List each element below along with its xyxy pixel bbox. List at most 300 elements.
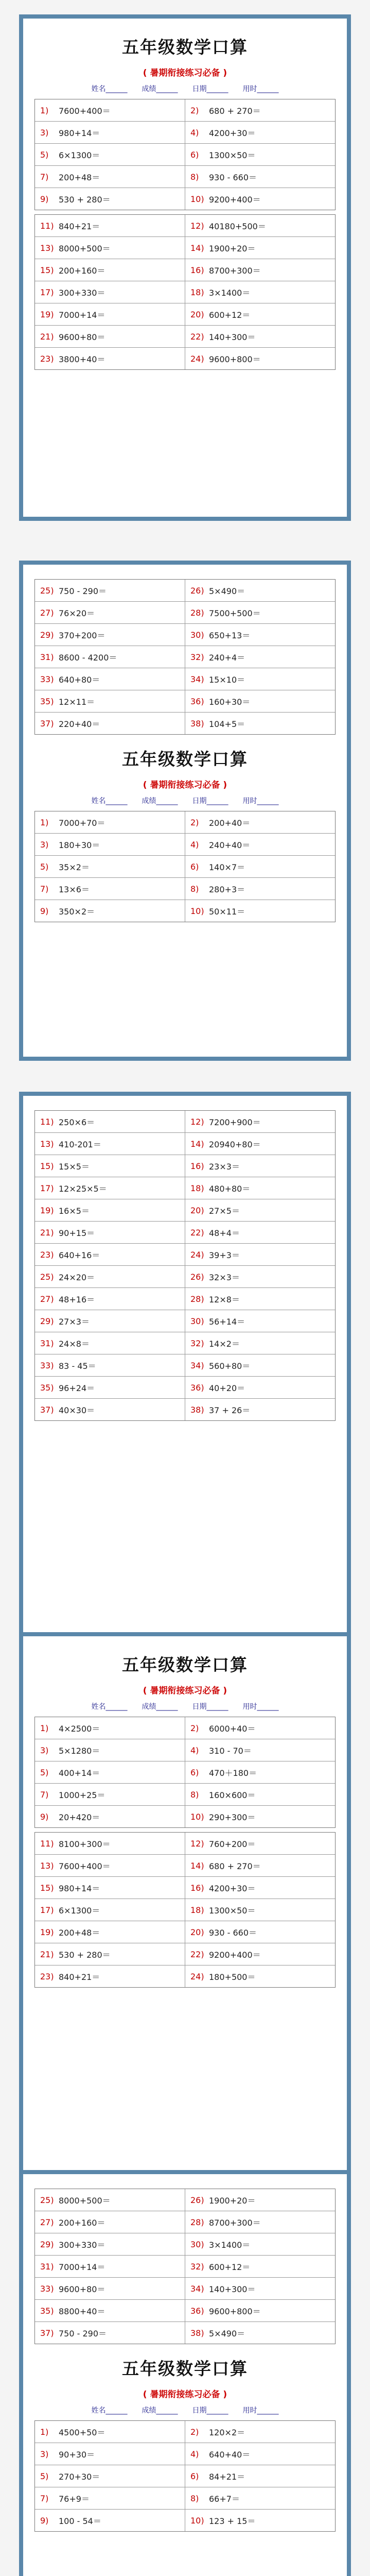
problem-cell: [35, 1177, 185, 1199]
problem-expression: 200+40＝: [209, 818, 251, 828]
problem-expression: 140×7＝: [209, 862, 245, 872]
info-field: 姓名______: [91, 2406, 128, 2415]
table-row: [35, 1921, 335, 1943]
problem-cell: [35, 1877, 185, 1899]
problem-number: 27): [40, 1294, 54, 1304]
problem-expression: 7000+70＝: [59, 818, 105, 828]
problem-expression: 9600+800＝: [209, 354, 261, 364]
problem-expression: 140+300＝: [209, 2284, 256, 2294]
problem-cell: [35, 237, 185, 259]
table-row: [35, 1377, 335, 1399]
problem-cell: [185, 1921, 335, 1943]
table-row: [35, 1111, 335, 1133]
problem-expression: 350×2＝: [59, 906, 95, 917]
problem-cell: [185, 215, 335, 236]
problem-number: 35): [40, 2306, 54, 2316]
problem-cell: [185, 2322, 335, 2344]
table-row: [35, 1739, 335, 1761]
problem-number: 26): [190, 2195, 204, 2205]
problem-expression: 220+40＝: [59, 719, 100, 729]
problem-expression: 400+14＝: [59, 1768, 100, 1778]
info-field: 日期______: [192, 85, 228, 93]
problem-expression: 37 + 26＝: [209, 1405, 251, 1415]
info-field: 用时______: [242, 1703, 279, 1711]
problem-cell: [35, 1111, 185, 1132]
problem-number: 3): [40, 127, 49, 138]
problem-expression: 56+14＝: [209, 1316, 245, 1327]
problem-cell: [35, 1199, 185, 1221]
problem-number: 2): [190, 1723, 199, 1733]
problem-expression: 7000+14＝: [59, 2262, 105, 2272]
problem-number: 1): [40, 817, 49, 827]
problem-cell: [185, 580, 335, 601]
problem-cell: [185, 1377, 335, 1398]
problem-expression: 200+160＝: [59, 2217, 105, 2228]
problem-number: 14): [190, 1139, 204, 1149]
problem-table: [34, 1717, 336, 1828]
problem-cell: [185, 166, 335, 188]
problem-expression: 980+14＝: [59, 1883, 100, 1893]
table-row: [35, 2465, 335, 2487]
table-row: [35, 856, 335, 878]
problem-cell: [185, 348, 335, 369]
table-row: [35, 2233, 335, 2256]
table-row: [35, 624, 335, 646]
problem-expression: 4×2500＝: [59, 1723, 100, 1734]
problem-cell: [35, 602, 185, 623]
problem-expression: 8700+300＝: [209, 2217, 261, 2228]
student-info-line: [23, 1701, 347, 1711]
problem-expression: 300+330＝: [59, 2240, 105, 2250]
problem-expression: 530 + 280＝: [59, 1950, 111, 1960]
problem-number: 23): [40, 1249, 54, 1260]
problem-expression: 76+9＝: [59, 2494, 90, 2504]
table-row: [35, 348, 335, 369]
problem-expression: 104+5＝: [209, 719, 245, 729]
problem-expression: 20940+80＝: [209, 1139, 261, 1149]
table-row: [35, 2443, 335, 2465]
problem-expression: 640+40＝: [209, 2449, 251, 2460]
problem-expression: 23×3＝: [209, 1161, 240, 1172]
problem-number: 12): [190, 221, 204, 231]
problem-number: 32): [190, 652, 204, 662]
problem-number: 30): [190, 630, 204, 640]
problem-number: 19): [40, 309, 54, 319]
worksheet-subtitle: ( 暑期衔接练习必备 ): [143, 780, 227, 790]
problem-number: 17): [40, 287, 54, 297]
problem-number: 36): [190, 1382, 204, 1393]
problem-expression: 40×30＝: [59, 1405, 95, 1415]
problem-cell: [35, 2278, 185, 2299]
problem-number: 35): [40, 696, 54, 706]
problem-cell: [185, 646, 335, 668]
problem-cell: [185, 1855, 335, 1876]
problem-number: 28): [190, 2217, 204, 2227]
problem-cell: [185, 878, 335, 900]
problem-number: 8): [190, 172, 199, 182]
problem-table: [34, 1110, 336, 1421]
problem-number: 28): [190, 1294, 204, 1304]
problem-cell: [35, 1855, 185, 1876]
problem-expression: 8100+300＝: [59, 1839, 111, 1849]
problem-cell: [185, 144, 335, 165]
problem-cell: [185, 2211, 335, 2233]
problem-expression: 5×490＝: [209, 586, 245, 596]
problem-number: 2): [190, 817, 199, 827]
problem-expression: 1900+20＝: [209, 2195, 256, 2206]
problem-cell: [185, 2421, 335, 2443]
problem-number: 8): [190, 2493, 199, 2503]
problem-expression: 480+80＝: [209, 1183, 251, 1194]
problem-number: 27): [40, 607, 54, 618]
info-field: 用时______: [242, 797, 279, 805]
problem-cell: [35, 1377, 185, 1398]
problem-expression: 280+3＝: [209, 884, 245, 894]
problem-cell: [35, 1921, 185, 1943]
problem-expression: 100 - 54＝: [59, 2516, 101, 2526]
problem-cell: [185, 2443, 335, 2465]
problem-number: 31): [40, 2261, 54, 2272]
problem-number: 23): [40, 1971, 54, 1981]
problem-cell: [35, 646, 185, 668]
problem-number: 18): [190, 1905, 204, 1915]
problem-expression: 410-201＝: [59, 1139, 101, 1149]
problem-number: 23): [40, 353, 54, 364]
problem-cell: [35, 2465, 185, 2487]
problem-cell: [35, 188, 185, 210]
table-row: [35, 188, 335, 210]
problem-number: 2): [190, 2427, 199, 2437]
info-field: 日期______: [192, 797, 228, 805]
table-row: [35, 281, 335, 303]
table-row: [35, 900, 335, 922]
problem-cell: [185, 2465, 335, 2487]
problem-cell: [35, 811, 185, 833]
problem-number: 22): [190, 1227, 204, 1238]
problem-cell: [185, 668, 335, 690]
info-field: 姓名______: [91, 797, 128, 805]
problem-number: 14): [190, 243, 204, 253]
problem-cell: [185, 1266, 335, 1287]
problem-number: 26): [190, 1272, 204, 1282]
problem-cell: [35, 1288, 185, 1310]
problem-cell: [185, 2189, 335, 2211]
table-row: [35, 2300, 335, 2322]
problem-number: 8): [190, 884, 199, 894]
problem-cell: [185, 1155, 335, 1177]
problem-expression: 84+21＝: [209, 2471, 245, 2482]
problem-cell: [35, 2256, 185, 2277]
table-row: [35, 2487, 335, 2510]
worksheet-page: [19, 1632, 351, 2231]
problem-number: 29): [40, 1316, 54, 1326]
problem-number: 6): [190, 2471, 199, 2481]
info-field: 成绩______: [142, 1703, 178, 1711]
table-row: [35, 99, 335, 122]
problem-expression: 5×1280＝: [59, 1745, 100, 1756]
problem-number: 22): [190, 1949, 204, 1959]
student-info-line: [23, 2405, 347, 2415]
problem-cell: [35, 1222, 185, 1243]
problem-cell: [35, 99, 185, 121]
problem-table: [34, 99, 336, 210]
problem-expression: 6000+40＝: [209, 1723, 256, 1734]
problem-table: [34, 214, 336, 370]
table-row: [35, 1354, 335, 1377]
problem-number: 25): [40, 2195, 54, 2205]
problem-number: 6): [190, 861, 199, 872]
problem-expression: 240+40＝: [209, 840, 251, 850]
problem-cell: [185, 856, 335, 877]
problem-number: 13): [40, 1139, 54, 1149]
info-field: 日期______: [192, 2406, 228, 2415]
problem-cell: [185, 2300, 335, 2321]
problem-expression: 600+12＝: [209, 2262, 251, 2272]
table-row: [35, 811, 335, 834]
worksheet-title: 五年级数学口算: [122, 749, 248, 769]
problem-cell: [185, 1399, 335, 1420]
table-row: [35, 2189, 335, 2211]
problem-expression: 4500+50＝: [59, 2427, 105, 2437]
info-field: 成绩______: [142, 2406, 178, 2415]
problem-expression: 9600+80＝: [59, 332, 105, 342]
problem-number: 28): [190, 607, 204, 618]
problem-number: 36): [190, 2306, 204, 2316]
worksheet-title: 五年级数学口算: [122, 1655, 248, 1675]
problem-table: [34, 2420, 336, 2532]
table-row: [35, 1877, 335, 1899]
problem-number: 15): [40, 265, 54, 275]
problem-expression: 35×2＝: [59, 862, 90, 872]
problem-cell: [35, 2487, 185, 2509]
problem-cell: [185, 1111, 335, 1132]
problem-number: 19): [40, 1927, 54, 1937]
table-row: [35, 1244, 335, 1266]
problem-number: 1): [40, 2427, 49, 2437]
problem-cell: [35, 1266, 185, 1287]
problem-number: 20): [190, 1205, 204, 1215]
problem-number: 8): [190, 1789, 199, 1800]
problem-number: 10): [190, 1811, 204, 1822]
table-row: [35, 259, 335, 281]
problem-number: 9): [40, 1811, 49, 1822]
problem-cell: [35, 215, 185, 236]
problem-expression: 750 - 290＝: [59, 586, 107, 596]
problem-expression: 1000+25＝: [59, 1790, 105, 1800]
problem-number: 31): [40, 1338, 54, 1348]
problem-cell: [185, 1833, 335, 1854]
problem-cell: [185, 1943, 335, 1965]
problem-cell: [35, 1784, 185, 1805]
problem-cell: [185, 1784, 335, 1805]
problem-expression: 8800+40＝: [59, 2306, 105, 2316]
problem-cell: [35, 1899, 185, 1921]
problem-cell: [185, 122, 335, 143]
problem-table: [34, 2189, 336, 2344]
problem-number: 7): [40, 1789, 49, 1800]
problem-number: 1): [40, 1723, 49, 1733]
table-row: [35, 1717, 335, 1739]
problem-cell: [185, 713, 335, 734]
problem-expression: 12×11＝: [59, 697, 95, 707]
table-row: [35, 1199, 335, 1222]
problem-number: 15): [40, 1883, 54, 1893]
problem-expression: 9600+800＝: [209, 2306, 261, 2316]
info-field: 用时______: [242, 85, 279, 93]
problem-number: 16): [190, 1161, 204, 1171]
problem-cell: [35, 122, 185, 143]
worksheet-page: [19, 1092, 351, 1685]
problem-number: 11): [40, 1838, 54, 1849]
problem-expression: 123 + 15＝: [209, 2516, 256, 2526]
problem-expression: 930 - 660＝: [209, 172, 257, 182]
table-row: [35, 166, 335, 188]
problem-number: 18): [190, 287, 204, 297]
problem-number: 4): [190, 1745, 199, 1755]
problem-number: 15): [40, 1161, 54, 1171]
table-row: [35, 1761, 335, 1784]
problem-number: 6): [190, 1767, 199, 1777]
problem-expression: 140+300＝: [209, 332, 256, 342]
problem-expression: 16×5＝: [59, 1206, 90, 1216]
problem-cell: [185, 811, 335, 833]
problem-cell: [185, 1288, 335, 1310]
table-row: [35, 2322, 335, 2344]
problem-number: 5): [40, 149, 49, 160]
problem-cell: [185, 99, 335, 121]
problem-number: 7): [40, 2493, 49, 2503]
problem-number: 38): [190, 718, 204, 728]
problem-expression: 270+30＝: [59, 2471, 100, 2482]
problem-cell: [35, 2322, 185, 2344]
table-row: [35, 834, 335, 856]
problem-number: 35): [40, 1382, 54, 1393]
problem-expression: 680 + 270＝: [209, 106, 261, 116]
table-row: [35, 668, 335, 690]
problem-cell: [35, 713, 185, 734]
table-row: [35, 1943, 335, 1965]
problem-expression: 8600 - 4200＝: [59, 652, 117, 663]
problem-cell: [185, 1177, 335, 1199]
problem-number: 30): [190, 2239, 204, 2249]
problem-expression: 200+48＝: [59, 1927, 100, 1938]
problem-cell: [185, 1806, 335, 1827]
problem-cell: [35, 1761, 185, 1783]
table-row: [35, 1332, 335, 1354]
problem-cell: [35, 1965, 185, 1987]
problem-number: 36): [190, 696, 204, 706]
problem-expression: 240+4＝: [209, 652, 245, 663]
problem-cell: [185, 1310, 335, 1332]
problem-cell: [185, 326, 335, 347]
table-row: [35, 144, 335, 166]
info-field: 成绩______: [142, 797, 178, 805]
problem-number: 5): [40, 1767, 49, 1777]
problem-cell: [35, 580, 185, 601]
table-row: [35, 1310, 335, 1332]
worksheet-page: [19, 2170, 351, 2576]
problem-expression: 7000+14＝: [59, 310, 105, 320]
problem-expression: 9200+400＝: [209, 1950, 261, 1960]
problem-number: 10): [190, 194, 204, 204]
problem-number: 13): [40, 243, 54, 253]
problem-cell: [35, 690, 185, 712]
problem-cell: [35, 1833, 185, 1854]
problem-number: 20): [190, 1927, 204, 1937]
worksheet-subtitle: ( 暑期衔接练习必备 ): [143, 1686, 227, 1696]
problem-number: 19): [40, 1205, 54, 1215]
problem-expression: 640+80＝: [59, 674, 100, 685]
problem-cell: [35, 1806, 185, 1827]
problem-number: 12): [190, 1838, 204, 1849]
problem-number: 38): [190, 2328, 204, 2338]
problem-expression: 40+20＝: [209, 1383, 245, 1393]
problem-expression: 48+16＝: [59, 1294, 95, 1304]
problem-number: 29): [40, 630, 54, 640]
problem-number: 4): [190, 127, 199, 138]
table-row: [35, 2256, 335, 2278]
problem-cell: [35, 1332, 185, 1354]
problem-cell: [185, 237, 335, 259]
problem-expression: 750 - 290＝: [59, 2328, 107, 2338]
problem-number: 31): [40, 652, 54, 662]
problem-expression: 3×1400＝: [209, 2240, 251, 2250]
problem-expression: 20+420＝: [59, 1812, 100, 1822]
problem-number: 21): [40, 1227, 54, 1238]
problem-cell: [35, 166, 185, 188]
info-field: 日期______: [192, 1703, 228, 1711]
problem-cell: [35, 303, 185, 325]
problem-expression: 9600+80＝: [59, 2284, 105, 2294]
info-field: 姓名______: [91, 1703, 128, 1711]
problem-cell: [185, 281, 335, 303]
problem-expression: 760+200＝: [209, 1839, 256, 1849]
problem-expression: 7600+400＝: [59, 1861, 111, 1871]
problem-expression: 840+21＝: [59, 1972, 100, 1982]
problem-expression: 3800+40＝: [59, 354, 105, 364]
table-row: [35, 602, 335, 624]
problem-expression: 250×6＝: [59, 1117, 95, 1127]
table-row: [35, 1177, 335, 1199]
table-row: [35, 1806, 335, 1827]
problem-number: 10): [190, 906, 204, 916]
problem-number: 33): [40, 674, 54, 684]
problem-expression: 76×20＝: [59, 608, 95, 618]
problem-number: 3): [40, 1745, 49, 1755]
problem-number: 9): [40, 906, 49, 916]
problem-expression: 530 + 280＝: [59, 194, 111, 205]
problem-cell: [35, 878, 185, 900]
problem-expression: 180+500＝: [209, 1972, 256, 1982]
problem-expression: 27×3＝: [59, 1316, 90, 1327]
problem-number: 33): [40, 2283, 54, 2294]
problem-table: [34, 811, 336, 922]
problem-expression: 200+48＝: [59, 172, 100, 182]
problem-number: 37): [40, 2328, 54, 2338]
problem-expression: 96+24＝: [59, 1383, 95, 1393]
problem-expression: 40180+500＝: [209, 221, 266, 231]
problem-number: 32): [190, 2261, 204, 2272]
problem-cell: [185, 259, 335, 281]
problem-cell: [35, 1399, 185, 1420]
problem-expression: 600+12＝: [209, 310, 251, 320]
table-row: [35, 237, 335, 259]
problem-expression: 12×25×5＝: [59, 1183, 107, 1194]
problem-expression: 160+30＝: [209, 697, 251, 707]
problem-cell: [35, 624, 185, 646]
student-info-line: [23, 795, 347, 806]
table-row: [35, 2421, 335, 2443]
